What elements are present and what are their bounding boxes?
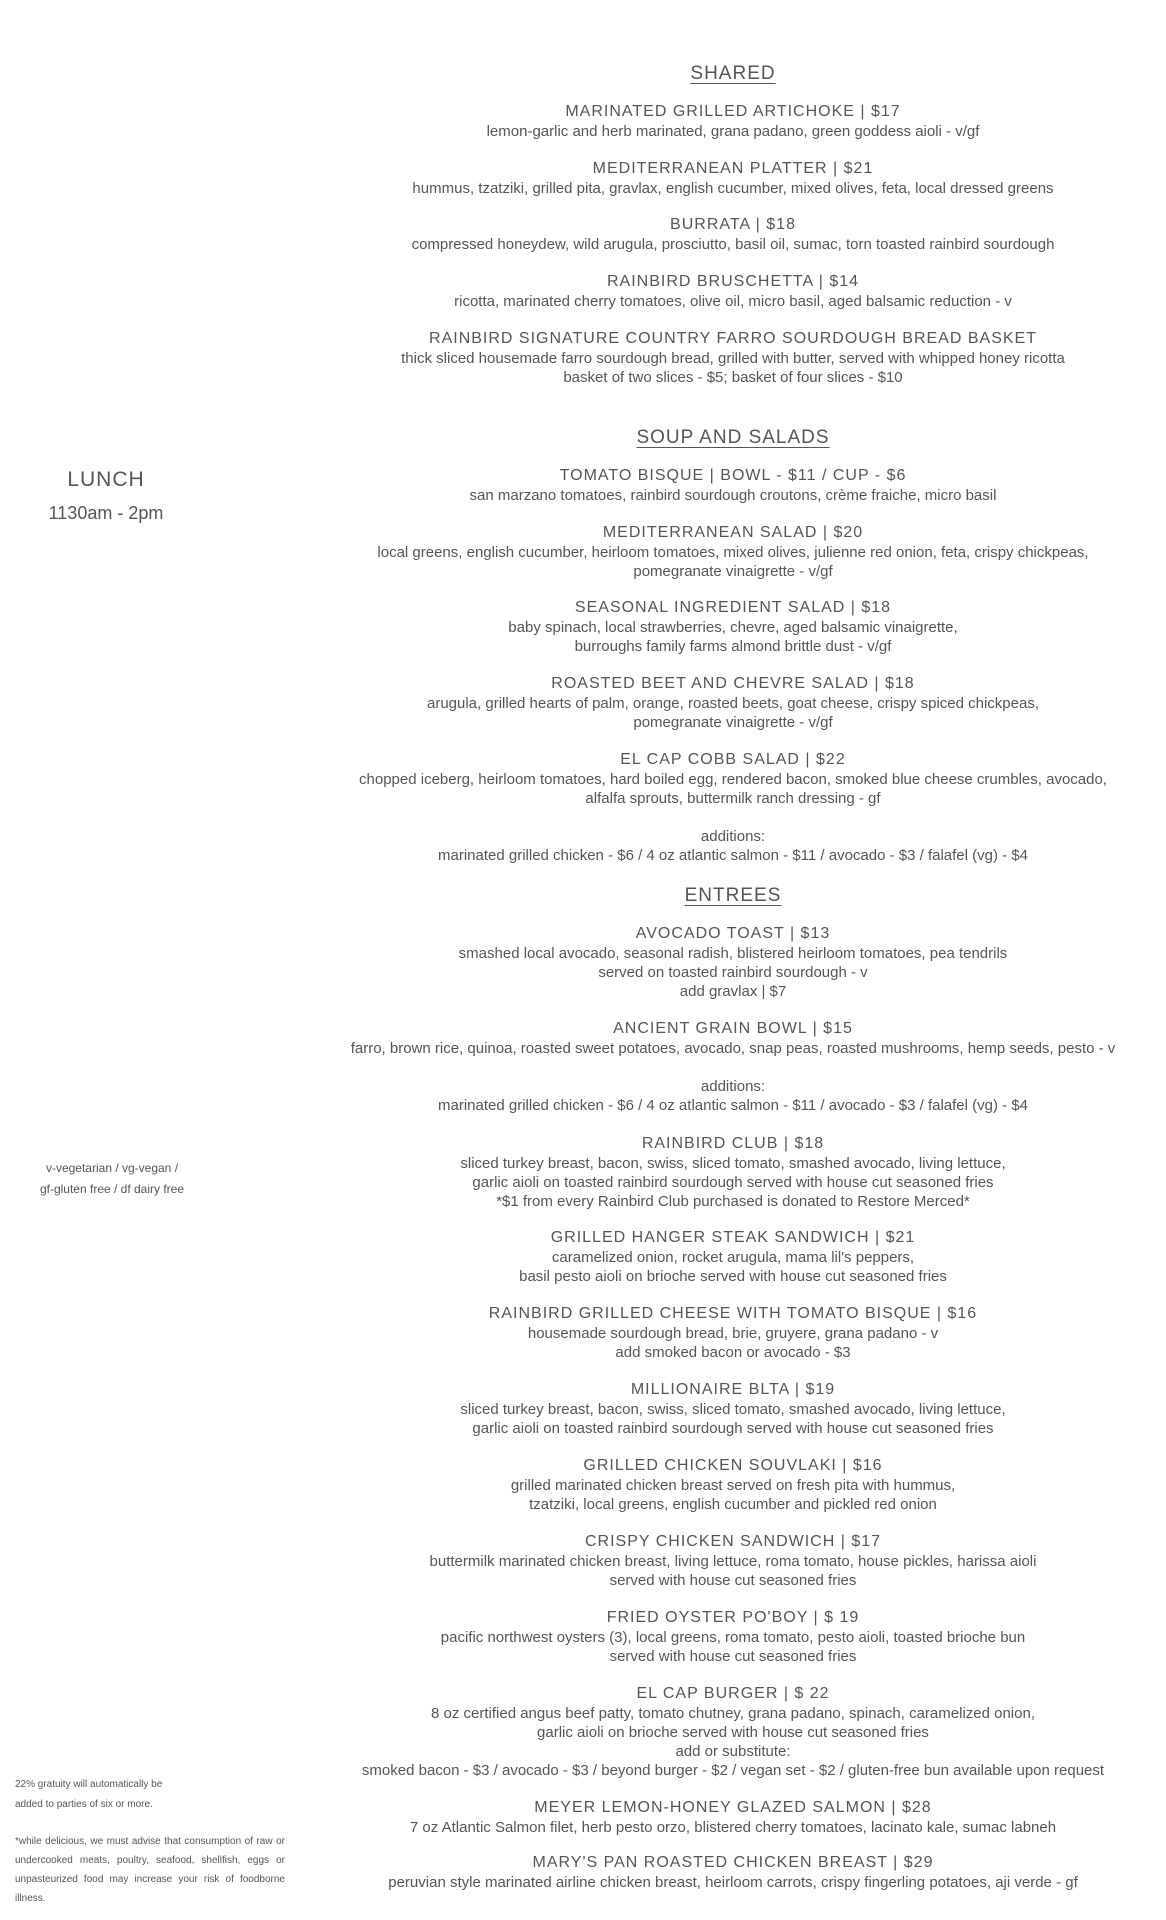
menu-item-description: ricotta, marinated cherry tomatoes, olive oil, micro basil, aged balsamic reduction - v <box>454 293 1012 310</box>
entrees-section-title: ENTREES <box>684 885 782 906</box>
menu-item-description: san marzano tomatoes, rainbird sourdough croutons, crème fraiche, micro basil <box>469 487 997 504</box>
menu-item-description: alfalfa sprouts, buttermilk ranch dressing - gf <box>585 790 881 807</box>
foodborne-warning: *while delicious, we must advise that consumption of raw or undercooked meats, poultry, seafood, shellfish, eggs or unpasteurized food may increase your risk of foodborne illness. <box>15 1836 285 1904</box>
menu-item-description: farro, brown rice, quinoa, roasted sweet potatoes, avocado, snap peas, roasted mushrooms, hemp seeds, pesto - v <box>350 1040 1116 1057</box>
menu-item-name: GRILLED HANGER STEAK SANDWICH | $21 <box>550 1229 916 1246</box>
menu-item-description: 7 oz Atlantic Salmon filet, herb pesto orzo, blistered cherry tomatoes, lacinato kale, sumac labneh <box>409 1819 1057 1836</box>
menu-item-description: add gravlax | $7 <box>679 983 787 1000</box>
menu-item-name: EL CAP BURGER | $ 22 <box>636 1685 830 1702</box>
menu-item-description: basket of two slices - $5; basket of four slices - $10 <box>563 369 903 386</box>
menu-item-description: chopped iceberg, heirloom tomatoes, hard boiled egg, rendered bacon, smoked blue cheese crumbles, avocado, <box>359 771 1107 788</box>
menu-item-name: FRIED OYSTER PO'BOY | $ 19 <box>606 1609 860 1626</box>
menu-item-description: pomegranate vinaigrette - v/gf <box>633 563 833 580</box>
menu-item-name: BURRATA | $18 <box>670 216 796 233</box>
soups-section-title: SOUP AND SALADS <box>636 427 830 448</box>
menu-item-description: garlic aioli on toasted rainbird sourdough served with house cut seasoned fries <box>472 1420 994 1437</box>
shared-section-title: SHARED <box>690 63 776 84</box>
menu-item-description: add smoked bacon or avocado - $3 <box>615 1344 851 1361</box>
menu-item-description: baby spinach, local strawberries, chevre, aged balsamic vinaigrette, <box>508 619 958 636</box>
menu-item-description: burroughs family farms almond brittle dust - v/gf <box>574 638 892 655</box>
menu-item-description: caramelized onion, rocket arugula, mama lil's peppers, <box>551 1249 915 1266</box>
lunch-title: LUNCH <box>67 468 145 491</box>
dietary-legend <box>0 1158 224 1200</box>
gratuity-line: added to parties of six or more. <box>15 1799 153 1810</box>
menu-item-name: MEDITERRANEAN SALAD | $20 <box>602 524 864 541</box>
lunch-block <box>0 462 212 528</box>
menu-item-description: grilled marinated chicken breast served on fresh pita with hummus, <box>510 1477 956 1494</box>
menu-item-description: hummus, tzatziki, grilled pita, gravlax, english cucumber, mixed olives, feta, local dressed greens <box>412 180 1054 197</box>
menu-item-description: additions: <box>700 1078 766 1095</box>
menu-item-name: SEASONAL INGREDIENT SALAD | $18 <box>574 599 892 616</box>
menu-item-description: buttermilk marinated chicken breast, living lettuce, roma tomato, house pickles, harissa aioli <box>429 1553 1037 1570</box>
menu-item-name: RAINBIRD GRILLED CHEESE WITH TOMATO BISQUE | $16 <box>488 1305 978 1322</box>
menu-item-description: thick sliced housemade farro sourdough bread, grilled with butter, served with whipped honey ricotta <box>401 350 1065 367</box>
menu-item-description: garlic aioli on toasted rainbird sourdough served with house cut seasoned fries <box>472 1174 994 1191</box>
menu-item-name: MILLIONAIRE BLTA | $19 <box>630 1381 836 1398</box>
lunch-hours: 1130am - 2pm <box>48 503 164 523</box>
menu-item-description: smoked bacon - $3 / avocado - $3 / beyond burger - $2 / vegan set - $2 / gluten-free bun available upon request <box>361 1762 1105 1779</box>
menu-item-description: local greens, english cucumber, heirloom tomatoes, mixed olives, julienne red onion, feta, crispy chickpeas, <box>377 544 1089 561</box>
menu-item-name: CRISPY CHICKEN SANDWICH | $17 <box>584 1533 882 1550</box>
menu-item-description: 8 oz certified angus beef patty, tomato chutney, grana padano, spinach, caramelized onion, <box>431 1705 1035 1722</box>
menu-item-description: compressed honeydew, wild arugula, prosciutto, basil oil, sumac, torn toasted rainbird sourdough <box>411 236 1055 253</box>
menu-item-description: basil pesto aioli on brioche served with house cut seasoned fries <box>519 1268 947 1285</box>
gratuity-line: 22% gratuity will automatically be <box>15 1779 163 1790</box>
menu-item-description: marinated grilled chicken - $6 / 4 oz atlantic salmon - $11 / avocado - $3 / falafel (vg) - $4 <box>437 847 1029 864</box>
menu-item-name: RAINBIRD CLUB | $18 <box>641 1135 825 1152</box>
menu-item-description: garlic aioli on brioche served with house cut seasoned fries <box>537 1724 929 1741</box>
menu-item-name: EL CAP COBB SALAD | $22 <box>620 751 846 768</box>
menu-item-description: housemade sourdough bread, brie, gruyere, grana padano - v <box>527 1325 939 1342</box>
menu-item-description: add or substitute: <box>675 1743 791 1760</box>
menu-item-name: ROASTED BEET AND CHEVRE SALAD | $18 <box>551 675 915 692</box>
legend-line: v-vegetarian / vg-vegan / <box>45 1161 179 1175</box>
menu-item-description: arugula, grilled hearts of palm, orange, roasted beets, goat cheese, crispy spiced chickpeas, <box>426 695 1039 712</box>
menu-item-description: served on toasted rainbird sourdough - v <box>598 964 868 981</box>
left-column <box>0 0 300 1920</box>
menu-item-description: sliced turkey breast, bacon, swiss, sliced tomato, smashed avocado, living lettuce, <box>460 1155 1006 1172</box>
menu-item-name: RAINBIRD SIGNATURE COUNTRY FARRO SOURDOUGH BREAD BASKET <box>429 330 1037 347</box>
menu-item-description: pomegranate vinaigrette - v/gf <box>633 714 833 731</box>
menu-item-description: lemon-garlic and herb marinated, grana padano, green goddess aioli - v/gf <box>486 123 980 140</box>
menu-item-description: peruvian style marinated airline chicken breast, heirloom carrots, crispy fingerling potatoes, aji verde - gf <box>388 1874 1078 1891</box>
menu-item-description: served with house cut seasoned fries <box>609 1648 857 1665</box>
menu-item-description: tzatziki, local greens, english cucumber and pickled red onion <box>529 1496 937 1513</box>
menu-item-name: GRILLED CHICKEN SOUVLAKI | $16 <box>583 1457 883 1474</box>
menu-item-name: MEDITERRANEAN PLATTER | $21 <box>592 160 874 177</box>
menu-item-name: TOMATO BISQUE | BOWL - $11 / CUP - $6 <box>559 467 907 484</box>
menu-item-name: ANCIENT GRAIN BOWL | $15 <box>613 1020 853 1037</box>
menu-item-name: MARY'S PAN ROASTED CHICKEN BREAST | $29 <box>532 1854 934 1871</box>
gratuity-note <box>15 1775 295 1815</box>
menu-item-name: RAINBIRD BRUSCHETTA | $14 <box>606 273 860 290</box>
menu-item-description: sliced turkey breast, bacon, swiss, sliced tomato, smashed avocado, living lettuce, <box>460 1401 1006 1418</box>
menu-item-description: additions: <box>700 828 766 845</box>
menu-item-name: MEYER LEMON-HONEY GLAZED SALMON | $28 <box>534 1799 932 1816</box>
menu-item-name: AVOCADO TOAST | $13 <box>635 925 831 942</box>
menu-item-description: *$1 from every Rainbird Club purchased is donated to Restore Merced* <box>496 1193 970 1210</box>
menu-item-description: smashed local avocado, seasonal radish, blistered heirloom tomatoes, pea tendrils <box>458 945 1008 962</box>
menu-item-description: pacific northwest oysters (3), local greens, roma tomato, pesto aioli, toasted brioche bun <box>440 1629 1026 1646</box>
legend-line: gf-gluten free / df dairy free <box>39 1182 185 1196</box>
menu-item-description: marinated grilled chicken - $6 / 4 oz atlantic salmon - $11 / avocado - $3 / falafel (vg) - $4 <box>437 1097 1029 1114</box>
menu-item-name: MARINATED GRILLED ARTICHOKE | $17 <box>565 103 901 120</box>
menu-item-description: served with house cut seasoned fries <box>609 1572 857 1589</box>
